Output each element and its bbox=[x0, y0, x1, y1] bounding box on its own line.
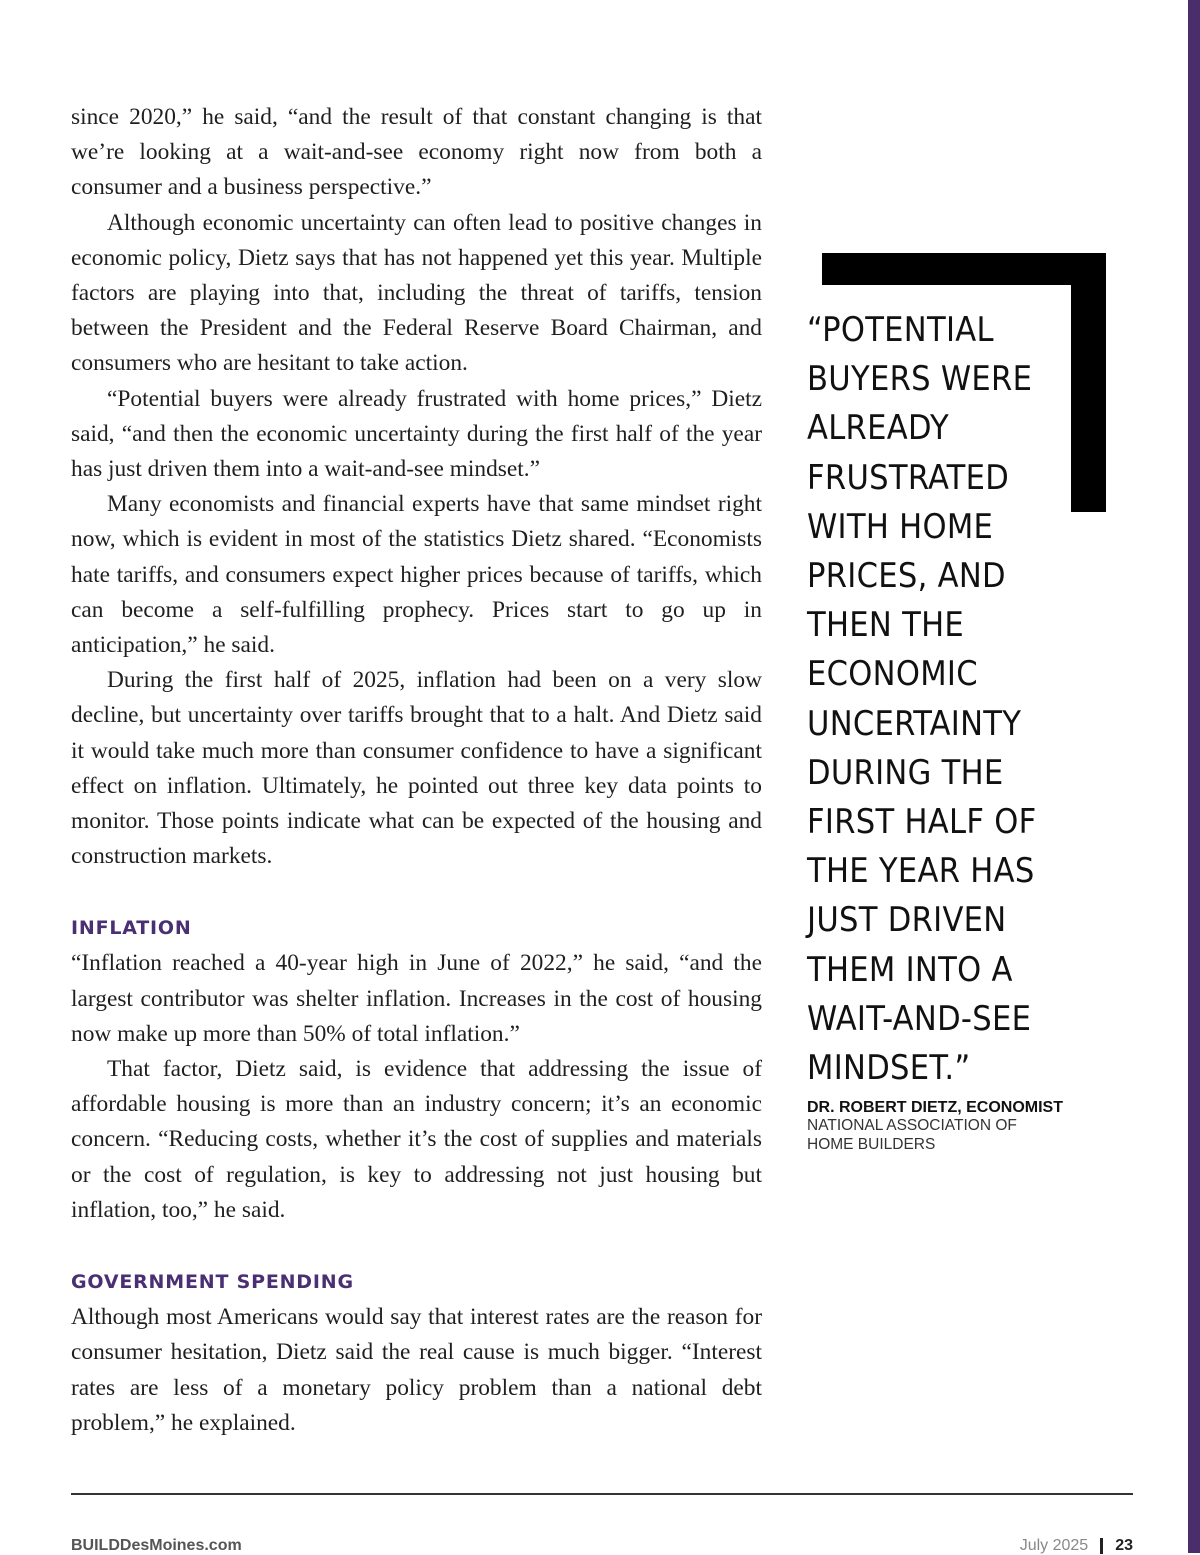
page-edge-bar bbox=[1188, 0, 1200, 1553]
paragraph: “Inflation reached a 40-year high in June of 2022,” he said, “and the largest contributor was shelter inflation. Increases in the cost of housing now make up more than 50% of total inflation.” bbox=[71, 950, 762, 1047]
footer-site[interactable]: BUILDDesMoines.com bbox=[71, 1537, 242, 1554]
paragraph: Although economic uncertainty can often lead to positive changes in economic policy, Dietz says that has not happened yet this year. Multiple factors are playing into that, including the threat of tariffs, tension between the President and the Federal Reserve Board Chairman, and consumers who are hesitant to take action. bbox=[71, 209, 762, 377]
article-body bbox=[71, 100, 762, 1441]
pullquote-bracket-top bbox=[822, 253, 1106, 285]
pull-quote: “POTENTIAL BUYERS WERE ALREADY FRUSTRATED WITH HOME PRICES, AND THEN THE ECONOMIC UNCERTAINTY DURING THE FIRST HALF OF THE YEAR HAS JUST DRIVEN THEM INTO A WAIT-AND-SEE MINDSET.” bbox=[807, 310, 1037, 1089]
paragraph: since 2020,” he said, “and the result of that constant changing is that we’re looking at a wait-and-see economy right now from both a consumer and a business perspective.” bbox=[71, 104, 762, 201]
footer-divider bbox=[71, 1493, 1133, 1495]
footer-date: July 2025 bbox=[1019, 1537, 1089, 1554]
paragraph: During the first half of 2025, inflation had been on a very slow decline, but uncertainty over tariffs brought that to a halt. And Dietz said it would take much more than consumer confidence to have a significant effect on inflation. Ultimately, he pointed out three key data points to monitor. Those points indicate what can be expected of the housing and construction markets. bbox=[71, 667, 762, 870]
paragraph: Many economists and financial experts have that same mindset right now, which is evident in most of the statistics Dietz shared. “Economists hate tariffs, and consumers expect higher prices because of tariffs, which can become a self-fulfilling prophecy. Prices start to go up in anticipation,” he said. bbox=[71, 491, 762, 659]
quote-attribution bbox=[807, 1098, 1107, 1154]
footer-folio bbox=[1020, 1537, 1133, 1555]
attribution-name: DR. ROBERT DIETZ, ECONOMIST bbox=[807, 1099, 1063, 1116]
attribution-organization: NATIONAL ASSOCIATION OF HOME BUILDERS bbox=[807, 1117, 1017, 1153]
page-number: 23 bbox=[1115, 1537, 1133, 1554]
paragraph: “Potential buyers were already frustrated with home prices,” Dietz said, “and then the economic uncertainty during the first half of the year has just driven them into a wait-and-see mindset.” bbox=[71, 385, 762, 483]
paragraph: That factor, Dietz said, is evidence that addressing the issue of affordable housing is more than an industry concern; it’s an economic concern. “Reducing costs, whether it’s the cost of supplies and materials or the cost of regulation, is key to addressing not just housing but inflation, too,” he said. bbox=[71, 1056, 762, 1223]
footer-separator bbox=[1100, 1538, 1103, 1554]
section-heading-inflation: INFLATION bbox=[71, 917, 192, 940]
section-heading-government-spending: GOVERNMENT SPENDING bbox=[71, 1271, 354, 1294]
paragraph: Although most Americans would say that interest rates are the reason for consumer hesitation, Dietz said the real cause is much bigger. “Interest rates are less of a monetary policy problem than a national debt problem,” he explained. bbox=[71, 1304, 762, 1436]
